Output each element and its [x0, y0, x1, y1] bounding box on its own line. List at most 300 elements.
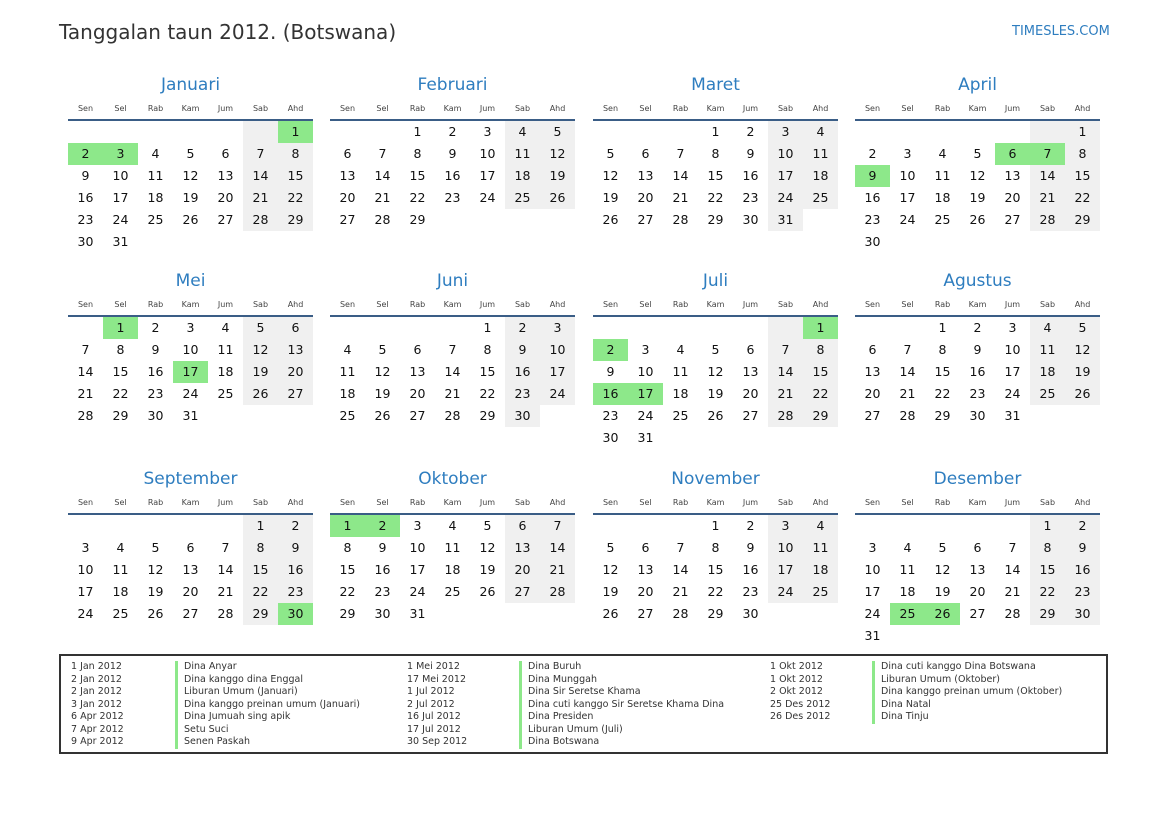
legend-holiday-name: Liburan Umum (Januari) [184, 686, 298, 697]
day-cell: 8 [243, 537, 278, 559]
holiday-day-cell: 1 [278, 121, 313, 143]
legend-date: 2 Jan 2012 [71, 686, 122, 697]
day-cell: 16 [444, 168, 461, 183]
weekday-label: Kam [968, 300, 987, 309]
day-cell: 5 [938, 540, 947, 555]
day-cell: 27 [339, 212, 356, 227]
weekday-label: Kam [181, 300, 200, 309]
weekday-label: Ahd [1074, 300, 1091, 309]
month-name: Juni [436, 271, 469, 291]
day-cell: 1 [938, 320, 947, 335]
day-cell: 10 [1004, 342, 1021, 357]
day-cell: 4 [803, 515, 838, 537]
weekday-header [593, 493, 838, 515]
day-cell: 27 [1004, 212, 1021, 227]
day-cell: 30 [147, 408, 164, 423]
day-cell: 20 [217, 190, 234, 205]
day-cell: 23 [969, 386, 986, 401]
day-cell: 4 [221, 320, 230, 335]
days-grid [855, 317, 1100, 427]
day-cell: 3 [413, 518, 422, 533]
day-cell: 12 [602, 562, 619, 577]
day-cell: 27 [182, 606, 199, 621]
day-cell: 21 [672, 190, 689, 205]
day-cell: 21 [768, 383, 803, 405]
day-cell: 31 [864, 628, 881, 643]
weekday-label: Sel [639, 300, 652, 309]
day-cell: 12 [602, 168, 619, 183]
day-cell: 3 [768, 121, 803, 143]
empty-cell [1030, 121, 1065, 143]
day-cell: 8 [711, 540, 720, 555]
legend-holiday-name: Dina Munggah [528, 673, 597, 685]
day-cell: 8 [803, 339, 838, 361]
day-cell: 21 [540, 559, 575, 581]
weekday-label: Kam [706, 498, 725, 507]
brand-link[interactable]: TIMESLES.COM [1012, 24, 1110, 39]
empty-cell [208, 121, 243, 143]
day-cell: 11 [339, 364, 356, 379]
holiday-day-cell: 9 [855, 165, 890, 187]
weekday-label: Rab [409, 498, 426, 507]
empty-cell [138, 121, 173, 143]
day-cell: 8 [483, 342, 492, 357]
day-cell: 8 [116, 342, 125, 357]
day-cell: 7 [221, 540, 230, 555]
legend-holiday-name: Dina Tinju [881, 711, 929, 722]
day-cell: 8 [278, 143, 313, 165]
day-cell: 5 [186, 146, 195, 161]
day-cell: 30 [742, 606, 759, 621]
day-cell: 7 [676, 540, 685, 555]
holiday-legend [59, 654, 1108, 754]
day-cell: 13 [278, 339, 313, 361]
day-cell: 12 [540, 143, 575, 165]
weekday-label: Sen [602, 300, 619, 309]
day-cell: 29 [278, 209, 313, 231]
legend-date: 25 Des 2012 [770, 698, 831, 710]
day-cell: 21 [1030, 187, 1065, 209]
legend-name-column [175, 661, 360, 749]
day-cell: 3 [483, 124, 492, 139]
weekday-label: Rab [672, 498, 689, 507]
month-calendar [330, 71, 575, 231]
legend-name-column [519, 661, 724, 749]
day-cell: 14 [374, 168, 391, 183]
weekday-label: Sab [777, 300, 794, 309]
day-cell: 31 [112, 234, 129, 249]
day-cell: 22 [934, 386, 951, 401]
days-grid [330, 121, 575, 231]
day-cell: 28 [540, 581, 575, 603]
day-cell: 8 [413, 146, 422, 161]
weekday-label: Jum [217, 104, 234, 113]
day-cell: 25 [217, 386, 234, 401]
day-cell: 27 [217, 212, 234, 227]
day-cell: 11 [112, 562, 129, 577]
day-cell: 12 [182, 168, 199, 183]
empty-cell [593, 121, 628, 143]
empty-cell [925, 121, 960, 143]
day-cell: 15 [1065, 165, 1100, 187]
weekday-label: Sab [777, 498, 794, 507]
empty-cell [925, 515, 960, 537]
day-cell: 22 [1030, 581, 1065, 603]
empty-cell [855, 121, 890, 143]
weekday-header [330, 493, 575, 515]
day-cell: 12 [147, 562, 164, 577]
empty-cell [628, 317, 663, 339]
day-cell: 13 [637, 562, 654, 577]
weekday-label: Sen [77, 498, 94, 507]
day-cell: 16 [505, 361, 540, 383]
weekday-label: Sel [901, 104, 914, 113]
weekday-label: Sel [376, 300, 389, 309]
weekday-label: Ahd [812, 104, 829, 113]
day-cell: 19 [602, 190, 619, 205]
day-cell: 6 [641, 146, 650, 161]
day-cell: 4 [116, 540, 125, 555]
weekday-label: Sel [901, 300, 914, 309]
month-calendar [855, 267, 1100, 427]
day-cell: 12 [374, 364, 391, 379]
legend-date: 6 Apr 2012 [71, 711, 124, 722]
day-cell: 1 [413, 124, 422, 139]
day-cell: 17 [409, 562, 426, 577]
day-cell: 26 [1065, 383, 1100, 405]
weekday-label: Sab [514, 300, 531, 309]
weekday-label: Rab [934, 104, 951, 113]
month-calendar [68, 71, 313, 253]
day-cell: 17 [768, 559, 803, 581]
day-cell: 3 [186, 320, 195, 335]
legend-date: 1 Jan 2012 [71, 661, 122, 672]
day-cell: 13 [1004, 168, 1021, 183]
empty-cell [855, 515, 890, 537]
weekday-header [855, 493, 1100, 515]
day-cell: 29 [112, 408, 129, 423]
weekday-label: Sel [114, 498, 127, 507]
legend-date-column [407, 661, 467, 749]
day-cell: 4 [505, 121, 540, 143]
weekday-label: Jum [217, 498, 234, 507]
day-cell: 16 [147, 364, 164, 379]
weekday-label: Sen [864, 498, 881, 507]
weekday-label: Sab [1039, 300, 1056, 309]
day-cell: 20 [742, 386, 759, 401]
day-cell: 16 [969, 364, 986, 379]
day-cell: 9 [505, 339, 540, 361]
day-cell: 28 [1030, 209, 1065, 231]
weekday-label: Sab [252, 498, 269, 507]
day-cell: 23 [444, 190, 461, 205]
day-cell: 2 [151, 320, 160, 335]
weekday-label: Rab [147, 104, 164, 113]
day-cell: 7 [903, 342, 912, 357]
weekday-label: Sel [639, 104, 652, 113]
empty-cell [68, 317, 103, 339]
weekday-label: Sab [1039, 104, 1056, 113]
page-title: Tanggalan taun 2012. (Botswana) [59, 20, 397, 44]
day-cell: 14 [1030, 165, 1065, 187]
day-cell: 16 [374, 562, 391, 577]
weekday-header [330, 295, 575, 317]
day-cell: 10 [899, 168, 916, 183]
day-cell: 23 [1065, 581, 1100, 603]
day-cell: 6 [343, 146, 352, 161]
day-cell: 23 [742, 190, 759, 205]
day-cell: 9 [151, 342, 160, 357]
day-cell: 24 [1004, 386, 1021, 401]
month-name: Januari [160, 75, 221, 95]
day-cell: 12 [1065, 339, 1100, 361]
day-cell: 18 [147, 190, 164, 205]
day-cell: 26 [479, 584, 496, 599]
month-calendar [593, 267, 838, 449]
weekday-header [68, 295, 313, 317]
day-cell: 11 [803, 537, 838, 559]
legend-holiday-name: Liburan Umum (Oktober) [881, 673, 1000, 685]
weekday-label: Sen [77, 104, 94, 113]
day-cell: 19 [602, 584, 619, 599]
day-cell: 30 [505, 405, 540, 427]
days-grid [593, 515, 838, 625]
day-cell: 6 [868, 342, 877, 357]
day-cell: 11 [444, 540, 461, 555]
weekday-label: Kam [706, 300, 725, 309]
day-cell: 15 [479, 364, 496, 379]
holiday-day-cell: 1 [103, 317, 138, 339]
day-cell: 9 [81, 168, 90, 183]
holiday-day-cell: 1 [803, 317, 838, 339]
weekday-header [330, 99, 575, 121]
day-cell: 29 [803, 405, 838, 427]
days-grid [593, 121, 838, 231]
day-cell: 3 [81, 540, 90, 555]
legend-holiday-name: Dina Natal [881, 698, 931, 710]
day-cell: 29 [243, 603, 278, 625]
day-cell: 5 [483, 518, 492, 533]
weekday-label: Rab [672, 300, 689, 309]
empty-cell [960, 121, 995, 143]
day-cell: 10 [409, 540, 426, 555]
day-cell: 28 [444, 408, 461, 423]
day-cell: 11 [934, 168, 951, 183]
weekday-label: Kam [443, 104, 462, 113]
legend-date: 1 Jul 2012 [407, 686, 455, 697]
day-cell: 2 [278, 515, 313, 537]
day-cell: 29 [479, 408, 496, 423]
holiday-day-cell: 30 [278, 603, 313, 625]
day-cell: 10 [864, 562, 881, 577]
weekday-label: Kam [706, 104, 725, 113]
day-cell: 5 [973, 146, 982, 161]
day-cell: 8 [938, 342, 947, 357]
day-cell: 22 [479, 386, 496, 401]
legend-date: 16 Jul 2012 [407, 711, 461, 722]
day-cell: 20 [339, 190, 356, 205]
empty-cell [68, 515, 103, 537]
day-cell: 26 [602, 606, 619, 621]
day-cell: 8 [1065, 143, 1100, 165]
weekday-label: Ahd [549, 104, 566, 113]
day-cell: 2 [868, 146, 877, 161]
day-cell: 17 [768, 165, 803, 187]
weekday-label: Ahd [549, 498, 566, 507]
day-cell: 18 [899, 584, 916, 599]
day-cell: 18 [217, 364, 234, 379]
day-cell: 2 [973, 320, 982, 335]
day-cell: 14 [444, 364, 461, 379]
day-cell: 15 [707, 562, 724, 577]
day-cell: 30 [864, 234, 881, 249]
weekday-label: Rab [934, 498, 951, 507]
day-cell: 26 [540, 187, 575, 209]
day-cell: 3 [868, 540, 877, 555]
weekday-label: Ahd [812, 498, 829, 507]
day-cell: 23 [864, 212, 881, 227]
weekday-label: Ahd [287, 498, 304, 507]
day-cell: 30 [602, 430, 619, 445]
day-cell: 7 [540, 515, 575, 537]
weekday-label: Sab [514, 104, 531, 113]
holiday-day-cell: 2 [365, 515, 400, 537]
weekday-label: Sel [114, 300, 127, 309]
days-grid [593, 317, 838, 449]
empty-cell [698, 317, 733, 339]
days-grid [330, 515, 575, 625]
legend-holiday-name: Dina Sir Seretse Khama [528, 686, 641, 697]
day-cell: 3 [641, 342, 650, 357]
day-cell: 13 [637, 168, 654, 183]
day-cell: 1 [483, 320, 492, 335]
day-cell: 26 [374, 408, 391, 423]
legend-date: 17 Jul 2012 [407, 723, 461, 735]
day-cell: 22 [112, 386, 129, 401]
day-cell: 10 [768, 143, 803, 165]
weekday-label: Ahd [287, 300, 304, 309]
day-cell: 13 [742, 364, 759, 379]
day-cell: 20 [1004, 190, 1021, 205]
empty-cell [628, 121, 663, 143]
day-cell: 19 [969, 190, 986, 205]
weekday-header [593, 295, 838, 317]
day-cell: 24 [409, 584, 426, 599]
month-name: Agustus [943, 271, 1012, 291]
day-cell: 12 [969, 168, 986, 183]
day-cell: 18 [934, 190, 951, 205]
day-cell: 11 [899, 562, 916, 577]
day-cell: 27 [742, 408, 759, 423]
day-cell: 28 [768, 405, 803, 427]
month-name: September [143, 469, 238, 489]
day-cell: 15 [1030, 559, 1065, 581]
day-cell: 3 [903, 146, 912, 161]
day-cell: 26 [243, 383, 278, 405]
day-cell: 11 [803, 143, 838, 165]
day-cell: 16 [1065, 559, 1100, 581]
day-cell: 11 [217, 342, 234, 357]
day-cell: 2 [505, 317, 540, 339]
day-cell: 18 [803, 559, 838, 581]
day-cell: 27 [637, 212, 654, 227]
day-cell: 16 [278, 559, 313, 581]
empty-cell [890, 317, 925, 339]
day-cell: 25 [147, 212, 164, 227]
legend-date: 1 Okt 2012 [770, 661, 823, 672]
day-cell: 13 [969, 562, 986, 577]
day-cell: 17 [479, 168, 496, 183]
days-grid [330, 317, 575, 427]
day-cell: 23 [77, 212, 94, 227]
day-cell: 25 [803, 187, 838, 209]
legend-date: 3 Jan 2012 [71, 698, 122, 710]
day-cell: 25 [803, 581, 838, 603]
weekday-label: Ahd [287, 104, 304, 113]
weekday-label: Sel [114, 104, 127, 113]
legend-date-column [71, 661, 124, 749]
legend-holiday-name: Dina cuti kanggo Sir Seretse Khama Dina [528, 698, 725, 710]
empty-cell [733, 317, 768, 339]
day-cell: 25 [339, 408, 356, 423]
day-cell: 11 [505, 143, 540, 165]
day-cell: 28 [374, 212, 391, 227]
day-cell: 6 [746, 342, 755, 357]
weekday-label: Sen [77, 300, 94, 309]
month-calendar [68, 465, 313, 625]
day-cell: 30 [374, 606, 391, 621]
weekday-label: Sel [376, 498, 389, 507]
day-cell: 4 [151, 146, 160, 161]
legend-holiday-name: Liburan Umum (Juli) [528, 723, 623, 735]
day-cell: 11 [1030, 339, 1065, 361]
weekday-label: Ahd [549, 300, 566, 309]
day-cell: 28 [899, 408, 916, 423]
weekday-label: Jum [479, 498, 496, 507]
weekday-label: Rab [147, 498, 164, 507]
day-cell: 6 [973, 540, 982, 555]
day-cell: 27 [864, 408, 881, 423]
day-cell: 6 [413, 342, 422, 357]
legend-holiday-name: Dina Presiden [528, 711, 594, 722]
holiday-day-cell: 6 [995, 143, 1030, 165]
day-cell: 26 [969, 212, 986, 227]
day-cell: 16 [742, 562, 759, 577]
day-cell: 15 [934, 364, 951, 379]
day-cell: 15 [278, 165, 313, 187]
day-cell: 14 [672, 562, 689, 577]
day-cell: 4 [343, 342, 352, 357]
day-cell: 4 [1030, 317, 1065, 339]
weekday-label: Kam [968, 104, 987, 113]
month-calendar [330, 465, 575, 625]
day-cell: 7 [81, 342, 90, 357]
legend-holiday-name: Dina Buruh [528, 661, 582, 672]
day-cell: 15 [803, 361, 838, 383]
weekday-label: Rab [672, 104, 689, 113]
legend-date: 30 Sep 2012 [407, 736, 468, 747]
empty-cell [995, 515, 1030, 537]
day-cell: 6 [186, 540, 195, 555]
holiday-day-cell: 17 [628, 383, 663, 405]
day-cell: 6 [221, 146, 230, 161]
day-cell: 25 [112, 606, 129, 621]
day-cell: 22 [707, 190, 724, 205]
legend-holiday-name: Dina Jumuah sing apik [184, 711, 291, 722]
day-cell: 9 [1065, 537, 1100, 559]
day-cell: 11 [147, 168, 164, 183]
day-cell: 31 [182, 408, 199, 423]
